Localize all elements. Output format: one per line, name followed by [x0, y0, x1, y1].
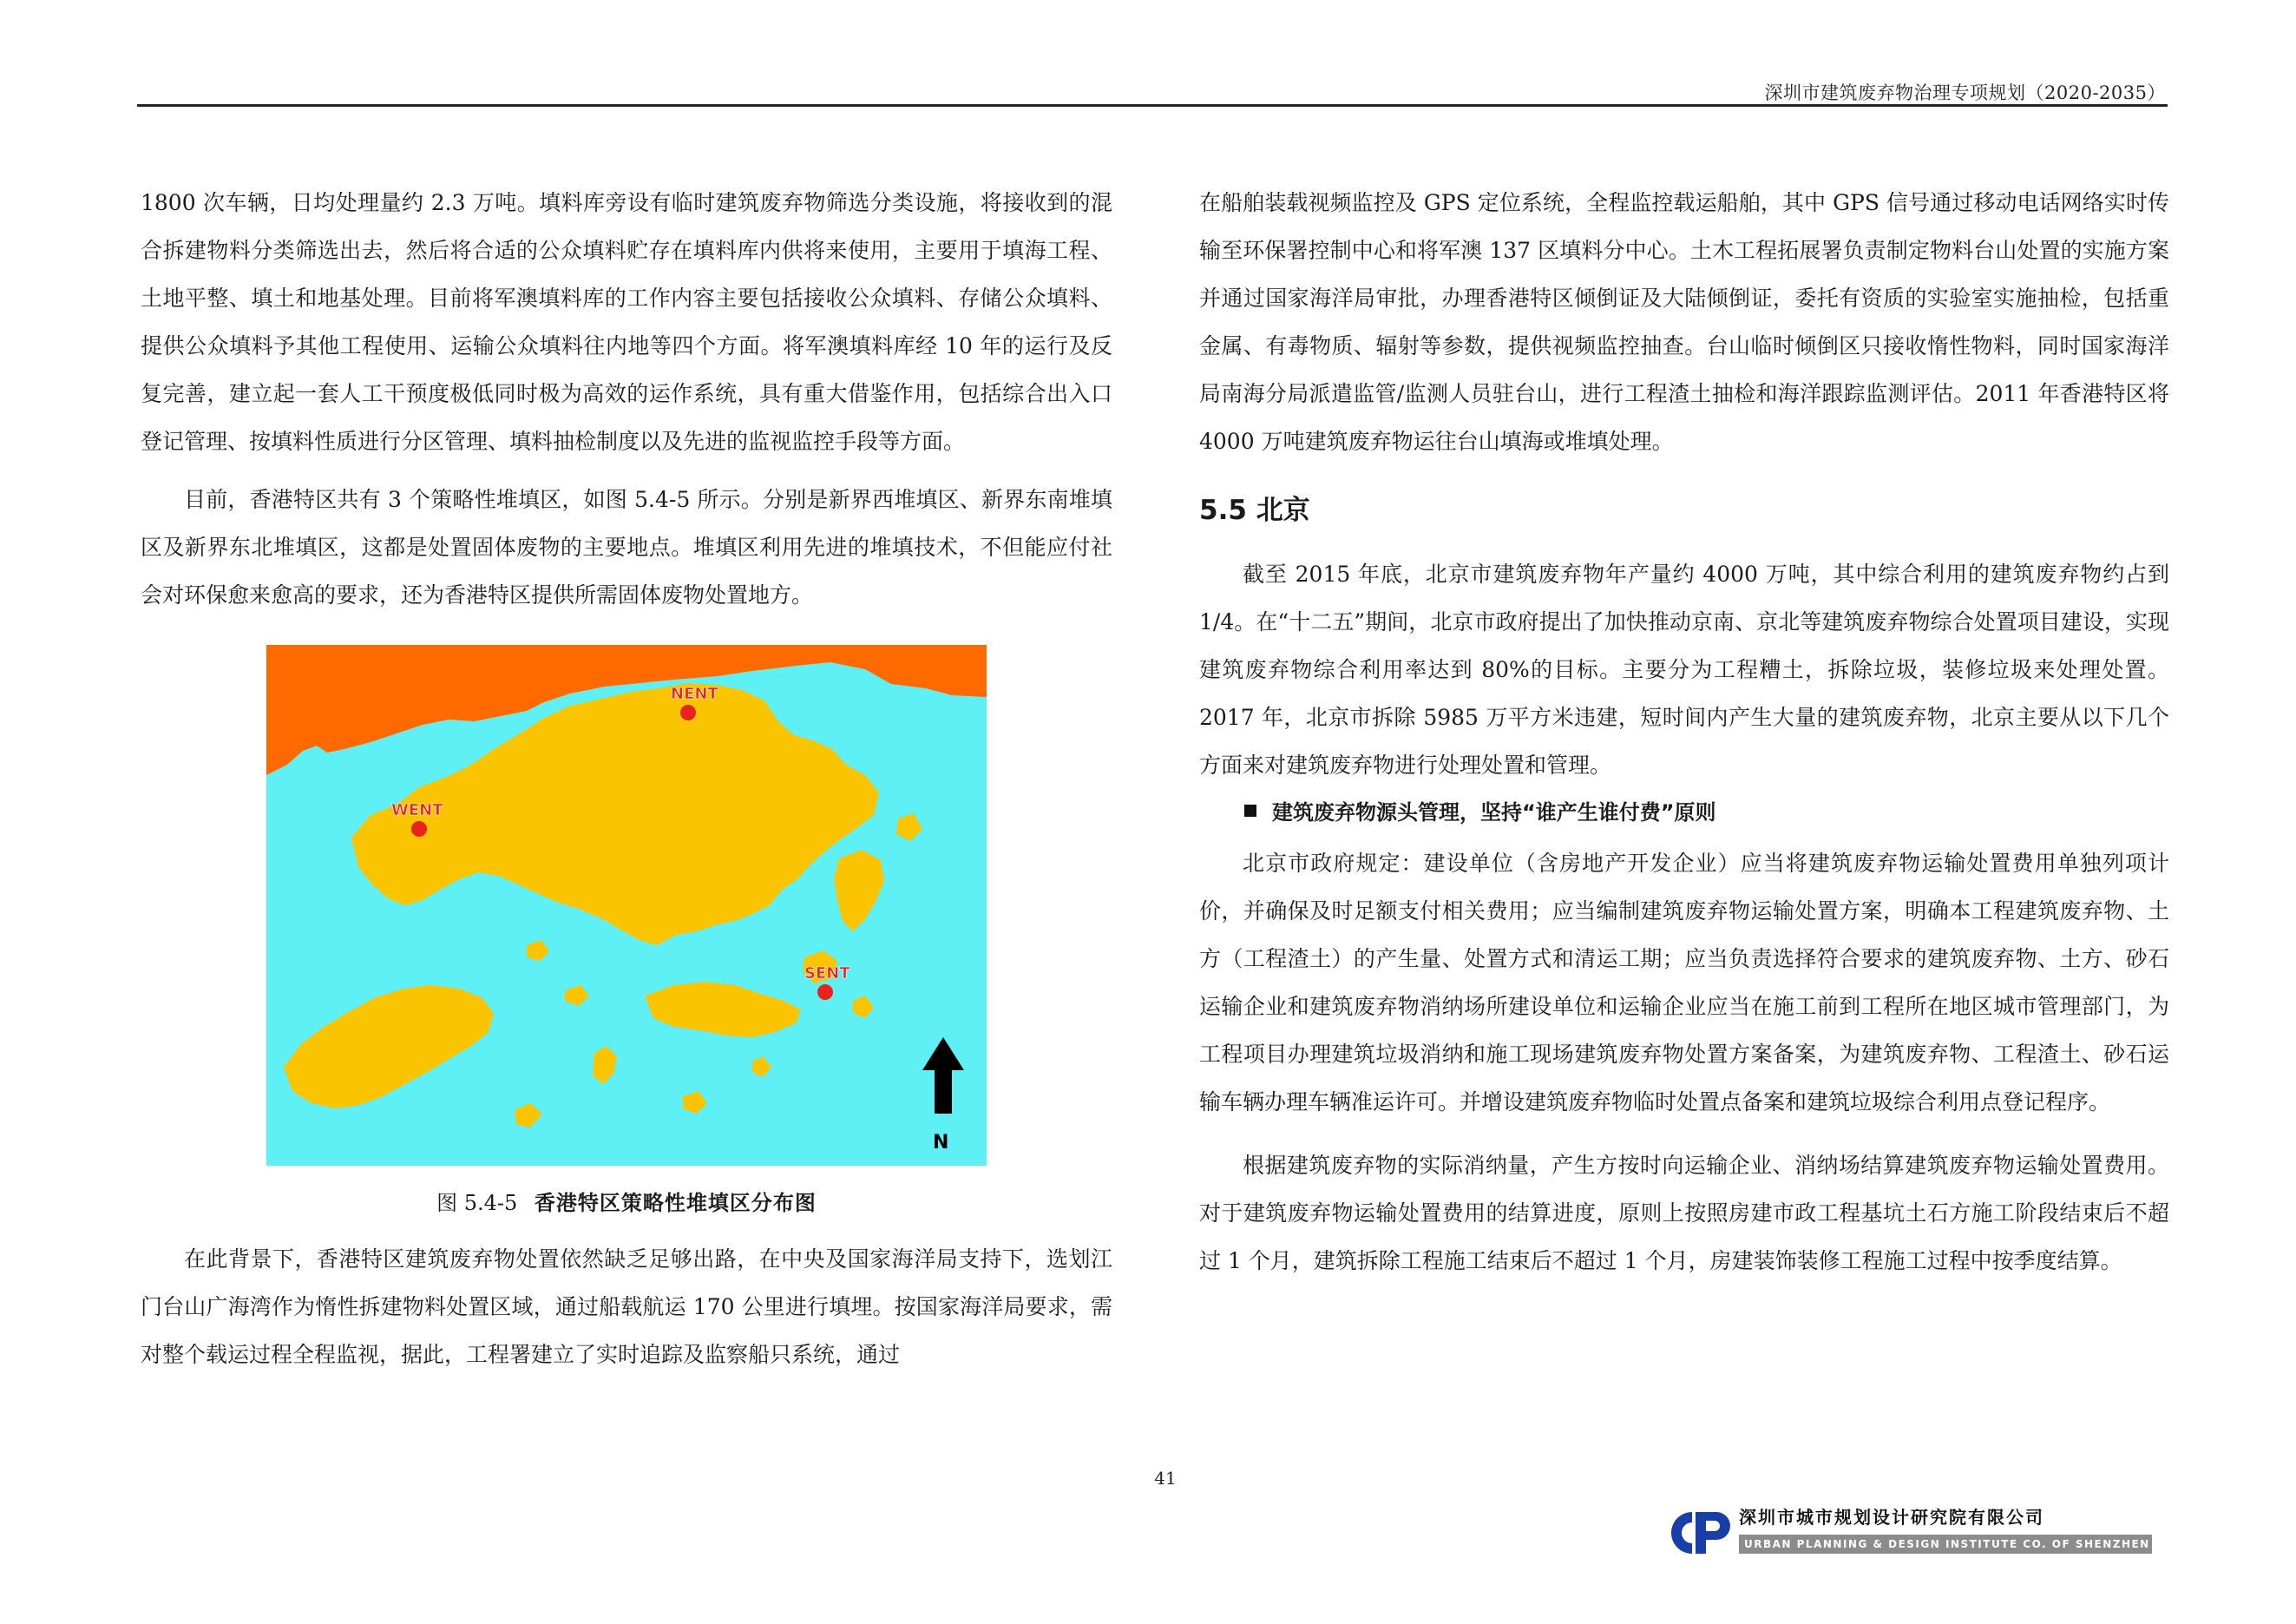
- updis-logo-icon: [1666, 1507, 1734, 1555]
- bullet-heading-text: 建筑废弃物源头管理，坚持“谁产生谁付费”原则: [1272, 800, 1716, 825]
- hong-kong-landfill-map: [266, 645, 987, 1166]
- figure-caption: [141, 1188, 1112, 1218]
- organization-name-en: URBAN PLANNING & DESIGN INSTITUTE CO. OF SHENZHEN: [1739, 1535, 2152, 1554]
- figure-caption-number: 图 5.4-5: [436, 1191, 518, 1215]
- label-went: WENT: [391, 801, 443, 819]
- landfill-site-sent: [817, 984, 833, 1000]
- organization-name-cn: 深圳市城市规划设计研究院有限公司: [1739, 1507, 2044, 1528]
- right-paragraph-3: 北京市政府规定：建设单位（含房地产开发企业）应当将建筑废弃物运输处置费用单独列项计价，并确保及时足额支付相关费用；应当编制建筑废弃物运输处置方案，明确本工程建筑废弃物、土方（工程渣土）的产生量、处置方式和清运工期；应当负责选择符合要求的建筑废弃物、土方、砂石运输企业和建筑废弃物消纳场所建设单位和运输企业应当在施工前到工程所在地区城市管理部门，为工程项目办理建筑垃圾消纳和施工现场建筑废弃物处置方案备案，为建筑废弃物、工程渣土、砂石运输车辆办理车辆准运许可。并增设建筑废弃物临时处置点备案和建筑垃圾综合利用点登记程序。: [1199, 851, 2169, 1114]
- figure-caption-title: 香港特区策略性堆填区分布图: [534, 1190, 817, 1215]
- label-nent: NENT: [671, 685, 718, 703]
- organization-logo: [1666, 1503, 2152, 1564]
- left-paragraph-3: 在此背景下，香港特区建筑废弃物处置依然缺乏足够出路，在中央及国家海洋局支持下，选划江门台山广海湾作为惰性拆建物料处置区域，通过船载航运 170 公里进行填埋。按国家海洋局要求，需对整个载运过程全程监视，据此，工程署建立了实时追踪及监察船只系统，通过: [141, 1246, 1112, 1367]
- north-label: N: [933, 1132, 949, 1154]
- page-number: 41: [1154, 1468, 1177, 1489]
- section-heading-beijing: 5.5 北京: [1199, 495, 1310, 526]
- right-paragraph-2: 截至 2015 年底，北京市建筑废弃物年产量约 4000 万吨，其中综合利用的建筑废弃物约占到 1/4。在“十二五”期间，北京市政府提出了加快推动京南、京北等建筑废弃物综合处置项目建设，实现建筑废弃物综合利用率达到 80%的目标。主要分为工程糟土，拆除垃圾，装修垃圾来处理处置。2017 年，北京市拆除 5985 万平方米违建，短时间内产生大量的建筑废弃物，北京主要从以下几个方面来对建筑废弃物进行处理处置和管理。: [1199, 562, 2169, 778]
- landfill-site-went: [411, 821, 427, 837]
- right-paragraph-1: 在船舶装载视频监控及 GPS 定位系统，全程监控载运船舶，其中 GPS 信号通过移动电话网络实时传输至环保署控制中心和将军澳 137 区填料分中心。土木工程拓展署负责制定物料台山处置的实施方案并通过国家海洋局审批，办理香港特区倾倒证及大陆倾倒证，委托有资质的实验室实施抽检，包括重金属、有毒物质、辐射等参数，提供视频监控抽查。台山临时倾倒区只接收惰性物料，同时国家海洋局南海分局派遣监管/监测人员驻台山，进行工程渣土抽检和海洋跟踪监测评估。2011 年香港特区将 4000 万吨建筑废弃物运往台山填海或堆填处理。: [1199, 190, 2169, 454]
- landfill-site-nent: [680, 705, 696, 720]
- right-column: [1199, 179, 2169, 1285]
- header-divider: [137, 104, 2168, 107]
- map-graphic: [266, 645, 987, 1166]
- left-column: [141, 179, 1112, 1378]
- label-sent: SENT: [804, 964, 850, 983]
- bullet-heading: [1244, 791, 2169, 834]
- left-paragraph-2: 目前，香港特区共有 3 个策略性堆填区，如图 5.4-5 所示。分别是新界西堆填区、新界东南堆填区及新界东北堆填区，这都是处置固体废物的主要地点。堆填区利用先进的堆填技术，不但能应付社会对环保愈来愈高的要求，还为香港特区提供所需固体废物处置地方。: [141, 487, 1112, 608]
- running-header-title: 深圳市建筑废弃物治理专项规划（2020-2035）: [1764, 82, 2166, 103]
- right-paragraph-4: 根据建筑废弃物的实际消纳量，产生方按时向运输企业、消纳场结算建筑废弃物运输处置费用。对于建筑废弃物运输处置费用的结算进度，原则上按照房建市政工程基坑土石方施工阶段结束后不超过 1 个月，建筑拆除工程施工结束后不超过 1 个月，房建装饰装修工程施工过程中按季度结算。: [1199, 1153, 2169, 1273]
- left-paragraph-1: 1800 次车辆，日均处理量约 2.3 万吨。填料库旁设有临时建筑废弃物筛选分类设施，将接收到的混合拆建物料分类筛选出去，然后将合适的公众填料贮存在填料库内供将来使用，主要用于填海工程、土地平整、填土和地基处理。目前将军澳填料库的工作内容主要包括接收公众填料、存储公众填料、提供公众填料予其他工程使用、运输公众填料往内地等四个方面。将军澳填料库经 10 年的运行及反复完善，建立起一套人工干预度极低同时极为高效的运作系统，具有重大借鉴作用，包括综合出入口登记管理、按填料性质进行分区管理、填料抽检制度以及先进的监视监控手段等方面。: [141, 190, 1112, 454]
- square-bullet-icon: [1244, 805, 1256, 817]
